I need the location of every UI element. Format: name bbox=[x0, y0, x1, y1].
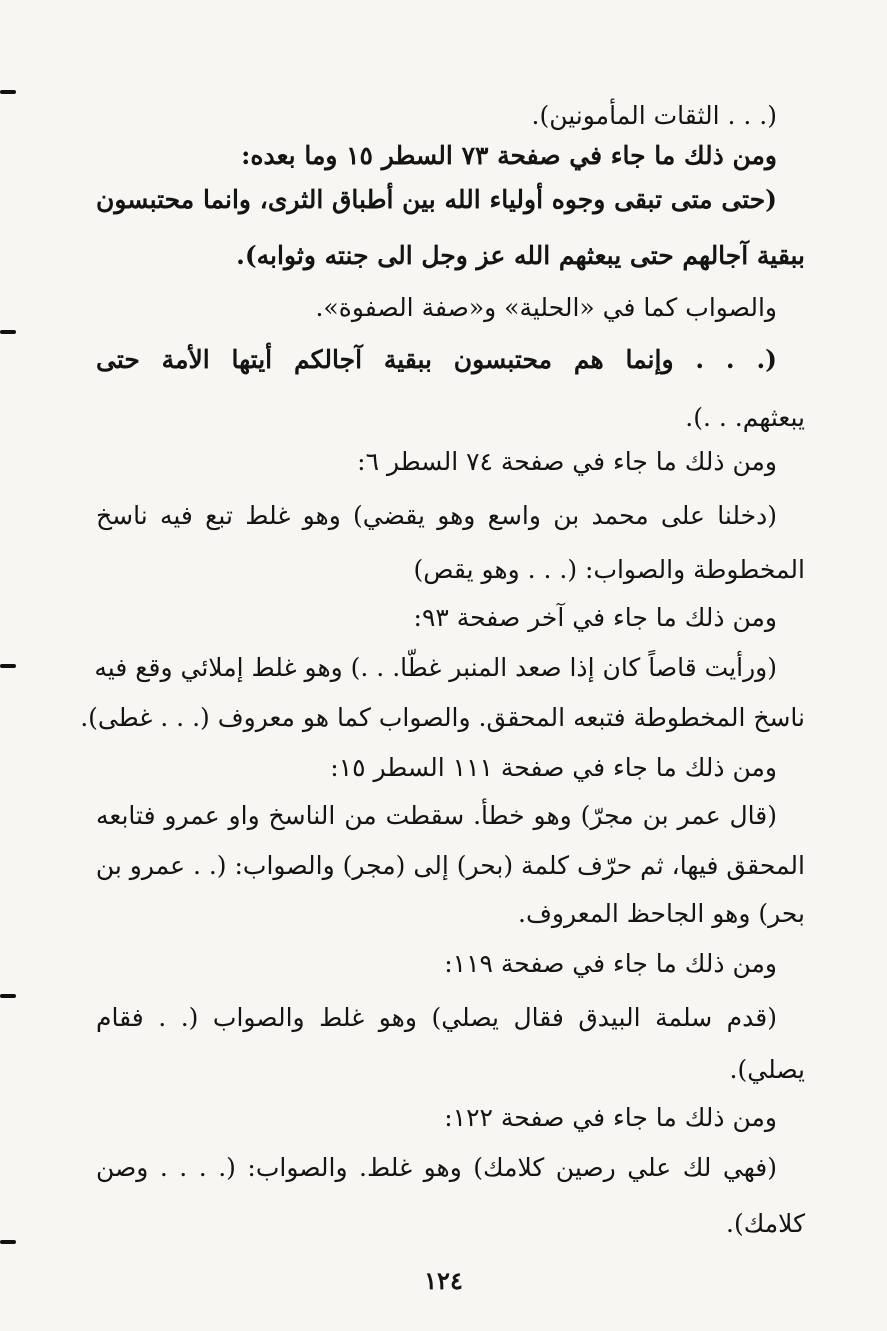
text-line: ومن ذلك ما جاء في صفحة ١١١ السطر ١٥: bbox=[330, 753, 777, 782]
text-line: والصواب كما في «الحلية» و«صفة الصفوة». bbox=[315, 293, 777, 322]
text-line: ناسخ المخطوطة فتبعه المحقق. والصواب كما هو معروف (. . . غطى). bbox=[80, 703, 805, 732]
text-line: كلامك). bbox=[726, 1209, 805, 1238]
text-line: (حتى متى تبقى وجوه أولياء الله بين أطباق الثرى، وانما محتبسون bbox=[96, 185, 777, 214]
text-line: (قال عمر بن مجرّ) وهو خطأ. سقطت من الناسخ واو عمرو فتابعه bbox=[96, 801, 777, 830]
margin-mark bbox=[0, 664, 16, 668]
text-line: (ورأيت قاصاً كان إذا صعد المنبر غطّا. . .) وهو غلط إملائي وقع فيه bbox=[94, 653, 777, 682]
margin-mark bbox=[0, 90, 16, 94]
text-line: (. . . الثقات المأمونين). bbox=[531, 101, 777, 130]
text-line: ومن ذلك ما جاء في صفحة ١١٩: bbox=[444, 949, 777, 978]
text-line: (قدم سلمة البيدق فقال يصلي) وهو غلط والصواب (. . فقام bbox=[96, 1003, 777, 1032]
text-line: المخطوطة والصواب: (. . . وهو يقص) bbox=[413, 555, 805, 584]
text-line: ومن ذلك ما جاء في آخر صفحة ٩٣: bbox=[413, 603, 777, 632]
text-line: ومن ذلك ما جاء في صفحة ٧٣ السطر ١٥ وما بعده: bbox=[241, 141, 777, 170]
margin-mark bbox=[0, 330, 16, 334]
text-line: بحر) وهو الجاحظ المعروف. bbox=[518, 899, 805, 928]
page-number: ١٢٤ bbox=[424, 1266, 463, 1295]
text-line: ومن ذلك ما جاء في صفحة ٧٤ السطر ٦: bbox=[357, 447, 777, 476]
text-line: ومن ذلك ما جاء في صفحة ١٢٢: bbox=[444, 1103, 777, 1132]
text-line: (. . . وإنما هم محتبسون ببقية آجالكم أيتها الأمة حتى bbox=[96, 345, 777, 374]
text-line: (فهي لك علي رصين كلامك) وهو غلط. والصواب: (. . . . وصن bbox=[96, 1153, 777, 1182]
text-line: (دخلنا على محمد بن واسع وهو يقضي) وهو غلط تبع فيه ناسخ bbox=[96, 501, 777, 530]
text-line: يصلي). bbox=[729, 1055, 805, 1084]
margin-mark bbox=[0, 994, 16, 998]
text-line: يبعثهم. . .). bbox=[685, 403, 805, 432]
margin-mark bbox=[0, 1240, 16, 1244]
text-line: المحقق فيها، ثم حرّف كلمة (بحر) إلى (مجر) والصواب: (. . عمرو بن bbox=[95, 851, 805, 880]
text-line: ببقية آجالهم حتى يبعثهم الله عز وجل الى جنته وثوابه). bbox=[236, 241, 805, 270]
